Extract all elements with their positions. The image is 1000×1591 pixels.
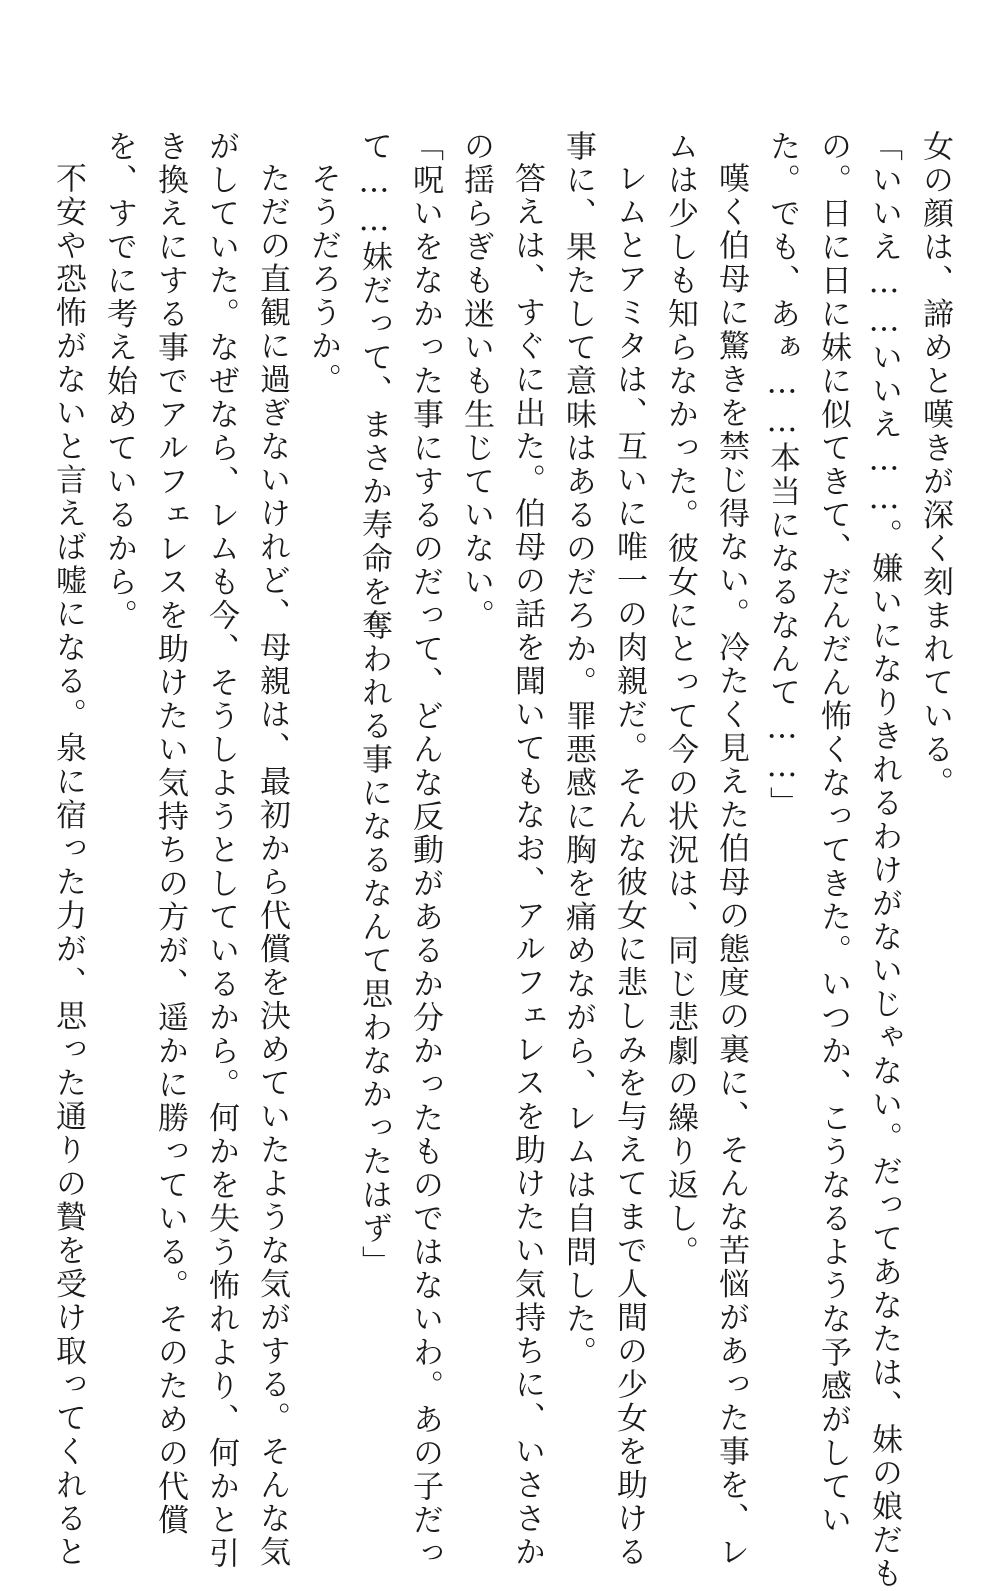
text-line: 事に、果たして意味はあるのだろか。罪悪感に胸を痛めながら、レムは自問した。: [560, 130, 596, 1370]
text-line: ムは少しも知らなかった。彼女にとって今の状況は、同じ悲劇の繰り返し。: [662, 130, 698, 1269]
text-line: 答えは、すぐに出た。伯母の話を聞いてもなお、アルフェレスを助けたい気持ちに、いささか: [509, 162, 545, 1569]
text-line: レムとアミタは、互いに唯一の肉親だ。そんな彼女に悲しみを与えてまで人間の少女を助ける: [611, 162, 647, 1569]
text-line: 不安や恐怖がないと言えば嘘になる。泉に宿った力が、思った通りの贄を受け取ってくれると: [50, 162, 86, 1569]
text-line: き換えにする事でアルフェレスを助けたい気持ちの方が、遥かに勝っている。そのための代償: [152, 130, 188, 1537]
text-line: 「呪いをなかった事にするのだって、どんな反動があるか分かったものではないわ。あの子だっ: [407, 130, 443, 1571]
vertical-text-body: [30, 130, 960, 1591]
text-line: の揺らぎも迷いも生じていない。: [458, 130, 494, 633]
text-line: 女の顔は、諦めと嘆きが深く刻まれている。: [917, 130, 953, 800]
text-line: そうだろうか。: [305, 162, 341, 397]
text-line: ただの直観に過ぎないけれど、母親は、最初から代償を決めていたような気がする。そんな気: [254, 162, 290, 1569]
text-line: て……妹だって、まさか寿命を奪われる事になるなんて思わなかったはず」: [356, 130, 392, 1279]
text-line: た。でも、あぁ……本当になるなんて……」: [764, 130, 800, 820]
text-line: 「いいえ……いいえ……。嫌いになりきれるわけがないじゃない。だってあなたは、妹の娘だも: [866, 130, 902, 1591]
text-line: の。日に日に妹に似てきて、だんだん怖くなってきた。いつか、こうなるような予感がしてい: [815, 130, 851, 1537]
text-line: を、すでに考え始めているから。: [101, 130, 137, 633]
text-line: 嘆く伯母に驚きを禁じ得ない。冷たく見えた伯母の態度の裏に、そんな苦悩があった事を、レ: [713, 162, 749, 1569]
text-line: がしていた。なぜなら、レムも今、そうしようとしているから。何かを失う怖れより、何かと引: [203, 130, 239, 1571]
